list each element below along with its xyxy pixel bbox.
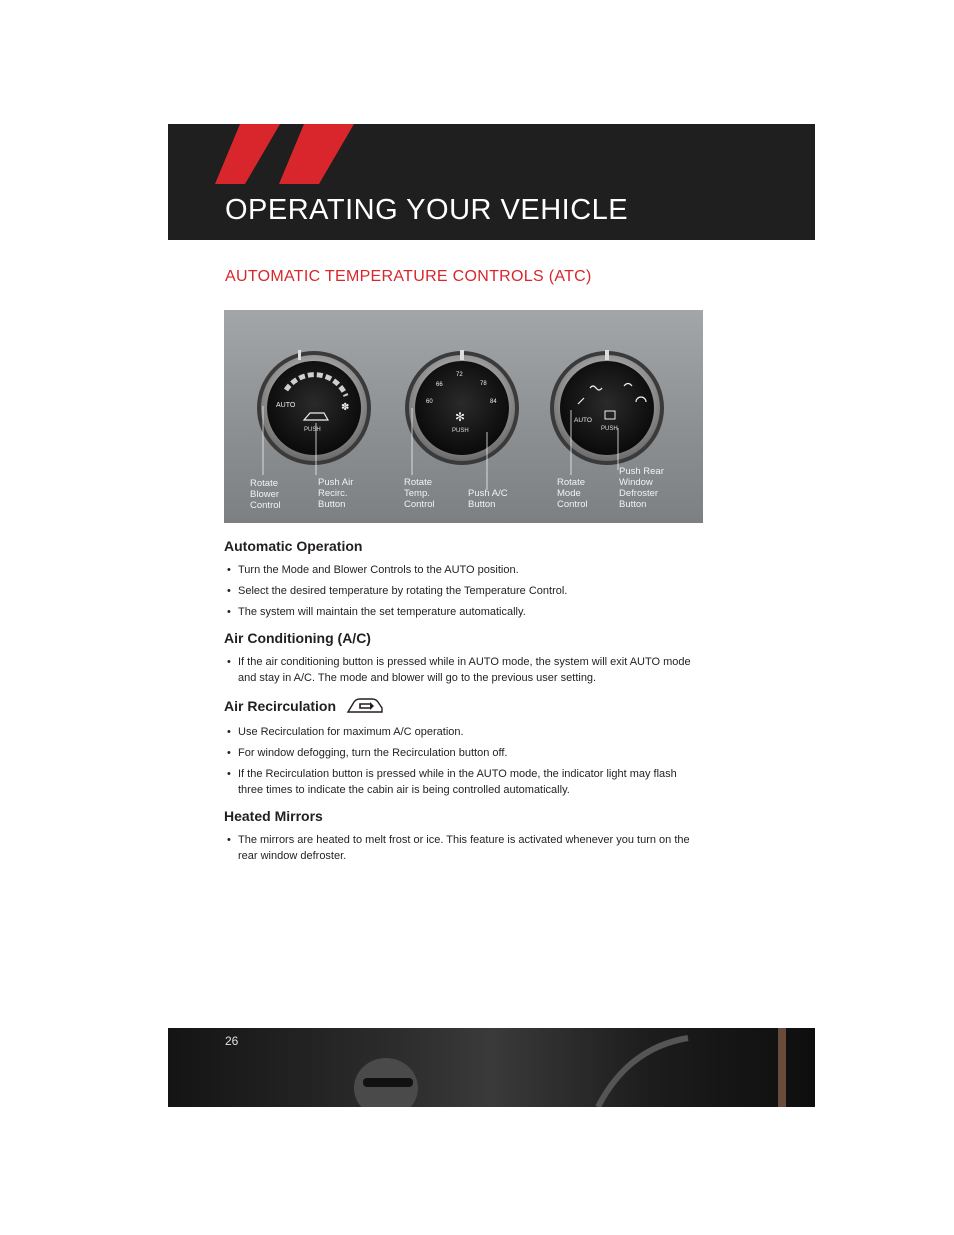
mode-auto-label: AUTO bbox=[574, 417, 592, 424]
page-title: OPERATING YOUR VEHICLE bbox=[225, 194, 629, 226]
list-item: • Use Recirculation for maximum A/C operation. bbox=[224, 724, 704, 740]
blower-knob bbox=[257, 350, 371, 465]
content-area bbox=[224, 538, 704, 874]
mode-knob bbox=[550, 350, 664, 465]
temp-60-label: 60 bbox=[426, 399, 433, 405]
heading-air-recirculation: Air Recirculation bbox=[224, 696, 704, 716]
fan-icon: ✽ bbox=[341, 402, 350, 413]
heading-air-conditioning: Air Conditioning (A/C) bbox=[224, 630, 371, 646]
climate-controls-figure bbox=[224, 310, 703, 523]
footer-photo bbox=[168, 1028, 815, 1107]
heading-automatic-operation: Automatic Operation bbox=[224, 538, 363, 554]
section-title: AUTOMATIC TEMPERATURE CONTROLS (ATC) bbox=[225, 268, 592, 285]
list-item: • The mirrors are heated to melt frost or ice. This feature is activated whenever you turn on the rear window defroster. bbox=[224, 832, 704, 864]
footer-band bbox=[168, 1028, 815, 1107]
knob-auto-label: AUTO bbox=[276, 402, 296, 409]
recirculation-car-icon bbox=[346, 696, 384, 716]
heading-heated-mirrors: Heated Mirrors bbox=[224, 808, 323, 824]
temp-78-label: 78 bbox=[480, 381, 487, 387]
caption-rotate-blower: Rotate Blower Control bbox=[250, 478, 281, 511]
list-item: • If the Recirculation button is pressed while in the AUTO mode, the indicator light may flash three times to indicate the cabin air is being controlled automatically. bbox=[224, 766, 704, 798]
caption-push-recirc: Push Air Recirc. Button bbox=[318, 477, 354, 510]
list-automatic-operation bbox=[224, 562, 704, 620]
temp-push-label: PUSH bbox=[452, 428, 469, 434]
caption-rotate-mode: Rotate Mode Control bbox=[557, 477, 588, 510]
caption-push-rear-defroster: Push Rear Window Defroster Button bbox=[619, 466, 664, 510]
temperature-knob bbox=[405, 350, 519, 465]
list-item: • If the air conditioning button is pressed while in AUTO mode, the system will exit AUTO mode and stay in A/C. The mode and blower will go to the previous user setting. bbox=[224, 654, 704, 686]
temp-66-label: 66 bbox=[436, 382, 443, 388]
list-item: • The system will maintain the set temperature automatically. bbox=[224, 604, 704, 620]
list-heated-mirrors bbox=[224, 832, 704, 864]
page-number: 26 bbox=[225, 1034, 239, 1048]
racing-stripes-logo bbox=[168, 124, 368, 186]
list-air-conditioning bbox=[224, 654, 704, 686]
snowflake-icon: ✻ bbox=[455, 410, 466, 424]
mode-push-label: PUSH bbox=[601, 426, 618, 432]
temp-84-label: 84 bbox=[490, 399, 497, 405]
caption-rotate-temp: Rotate Temp. Control bbox=[404, 477, 435, 510]
knob-push-label: PUSH bbox=[304, 427, 321, 433]
list-item: • Select the desired temperature by rotating the Temperature Control. bbox=[224, 583, 704, 599]
chapter-header bbox=[168, 124, 815, 240]
list-item: • For window defogging, turn the Recirculation button off. bbox=[224, 745, 704, 761]
temp-72-label: 72 bbox=[456, 372, 463, 378]
caption-push-ac: Push A/C Button bbox=[468, 488, 508, 510]
list-item: • Turn the Mode and Blower Controls to the AUTO position. bbox=[224, 562, 704, 578]
list-air-recirculation bbox=[224, 724, 704, 798]
